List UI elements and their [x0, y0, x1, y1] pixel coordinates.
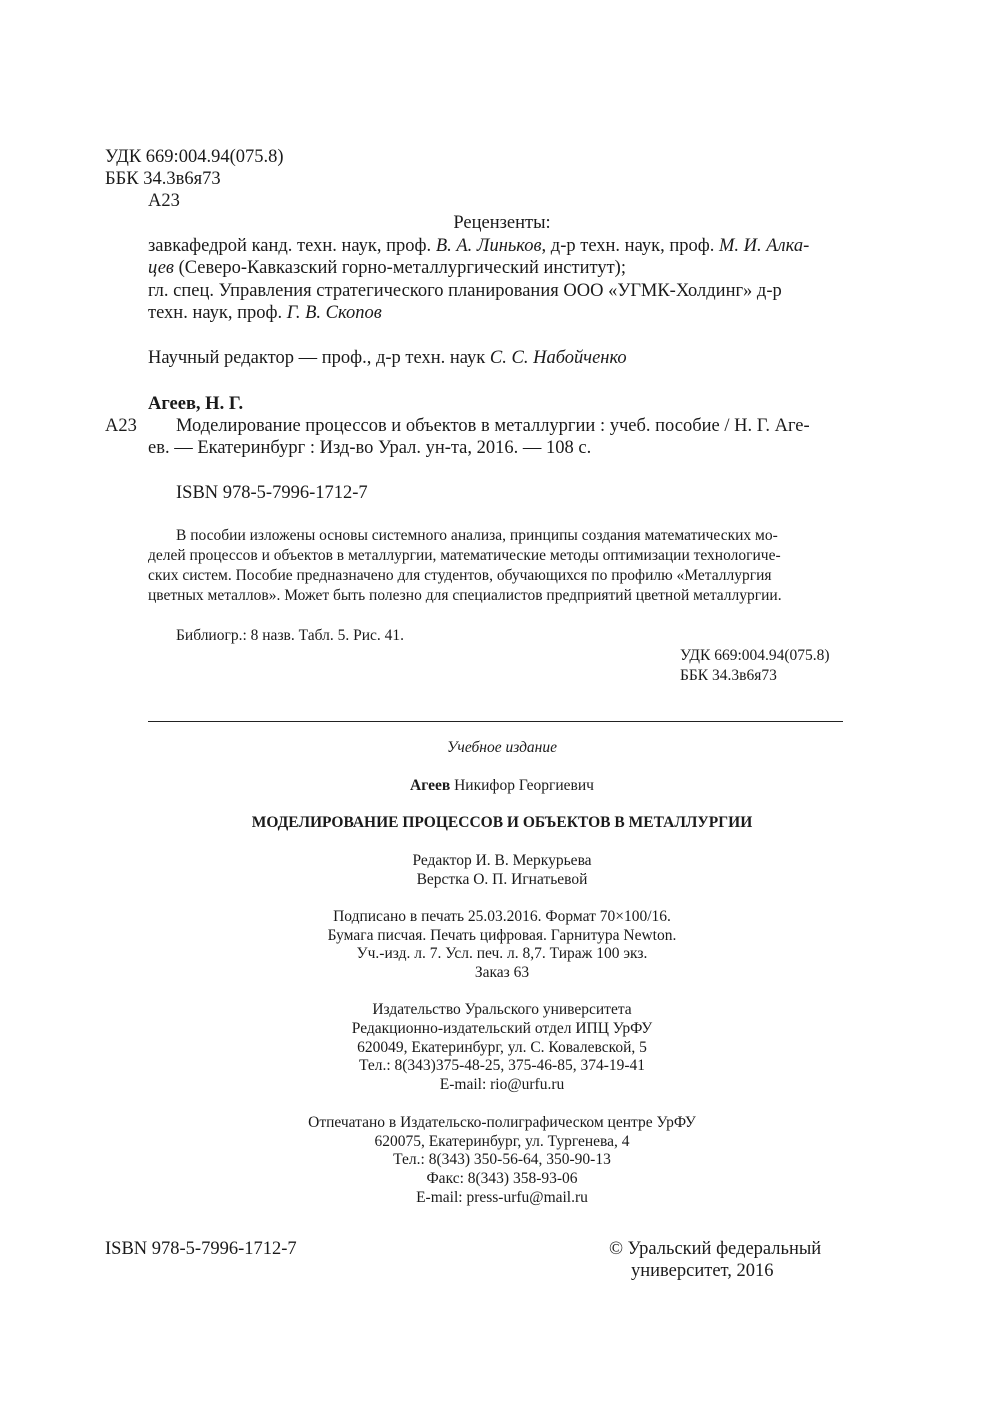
- printer-info: Тел.: 8(343) 350-56-64, 350-90-13: [393, 1151, 611, 1168]
- abstract-line: В пособии изложены основы системного анализа, принципы создания математических мо-: [176, 527, 778, 544]
- biblio-mark: А23: [105, 416, 137, 436]
- reviewers-line: техн. наук, проф. Г. В. Скопов: [148, 303, 382, 323]
- reviewers-line: цев (Северо-Кавказский горно-металлургический институт);: [148, 258, 626, 278]
- print-info: Заказ 63: [474, 964, 530, 981]
- biblio-author: Агеев, Н. Г.: [148, 394, 244, 414]
- print-info: Уч.-изд. л. 7. Усл. печ. л. 8,7. Тираж 100 экз.: [356, 945, 648, 962]
- abstract-line: делей процессов и объектов в металлургии, математические методы оптимизации технологиче-: [148, 547, 781, 564]
- footer-isbn: ISBN 978-5-7996-1712-7: [105, 1239, 297, 1259]
- layout-editor: Верстка О. П. Игнатьевой: [416, 871, 588, 888]
- printer-info: 620075, Екатеринбург, ул. Тургенева, 4: [374, 1133, 630, 1150]
- author-mark: А23: [148, 191, 180, 211]
- publisher-info: 620049, Екатеринбург, ул. С. Ковалевской, 5: [357, 1039, 647, 1056]
- copyright: © Уральский федеральный: [609, 1239, 822, 1259]
- bbk-code-bottom: ББК 34.3в6я73: [680, 667, 777, 684]
- bibliography-note: Библиогр.: 8 назв. Табл. 5. Рис. 41.: [176, 627, 404, 644]
- abstract-line: ских систем. Пособие предназначено для студентов, обучающихся по профилю «Металлургия: [148, 567, 772, 584]
- print-info: Бумага писчая. Печать цифровая. Гарнитура Newton.: [327, 927, 677, 944]
- editor: Редактор И. В. Меркурьева: [412, 852, 592, 869]
- printer-info: Отпечатано в Издательско-полиграфическом центре УрФУ: [308, 1114, 696, 1131]
- publisher-info: Редакционно-издательский отдел ИПЦ УрФУ: [351, 1020, 653, 1037]
- printer-email: E-mail: press-urfu@mail.ru: [416, 1189, 588, 1206]
- udk-code-bottom: УДК 669:004.94(075.8): [680, 647, 830, 664]
- abstract-line: цветных металлов». Может быть полезно для специалистов предприятий цветной металлургии.: [148, 587, 782, 604]
- imprint-author: Агеев Никифор Георгиевич: [410, 777, 594, 794]
- edition-type: Учебное издание: [447, 739, 557, 756]
- biblio-line: Моделирование процессов и объектов в металлургии : учеб. пособие / Н. Г. Аге-: [176, 416, 810, 436]
- reviewers-heading: Рецензенты:: [453, 213, 551, 233]
- book-title: МОДЕЛИРОВАНИЕ ПРОЦЕССОВ И ОБЪЕКТОВ В МЕТАЛЛУРГИИ: [251, 814, 753, 831]
- udk-code: УДК 669:004.94(075.8): [105, 147, 284, 167]
- copyright: университет, 2016: [631, 1261, 774, 1281]
- print-info: Подписано в печать 25.03.2016. Формат 70×100/16.: [333, 908, 671, 925]
- printer-info: Факс: 8(343) 358-93-06: [426, 1170, 578, 1187]
- reviewers-line: гл. спец. Управления стратегического планирования ООО «УГМК-Холдинг» д-р: [148, 281, 782, 301]
- scientific-editor: Научный редактор — проф., д-р техн. наук С. С. Набойченко: [148, 348, 627, 368]
- publisher-info: Тел.: 8(343)375-48-25, 375-46-85, 374-19-41: [358, 1057, 646, 1074]
- reviewers-line: завкафедрой канд. техн. наук, проф. В. А. Линьков, д-р техн. наук, проф. М. И. Алка-: [148, 236, 810, 256]
- biblio-line: ев. — Екатеринбург : Изд-во Урал. ун-та, 2016. — 108 с.: [148, 438, 592, 458]
- divider: [148, 721, 843, 722]
- publisher-info: Издательство Уральского университета: [372, 1001, 632, 1018]
- biblio-isbn: ISBN 978-5-7996-1712-7: [176, 483, 368, 503]
- publisher-email: E-mail: rio@urfu.ru: [439, 1076, 565, 1093]
- bbk-code: ББК 34.3в6я73: [105, 169, 221, 189]
